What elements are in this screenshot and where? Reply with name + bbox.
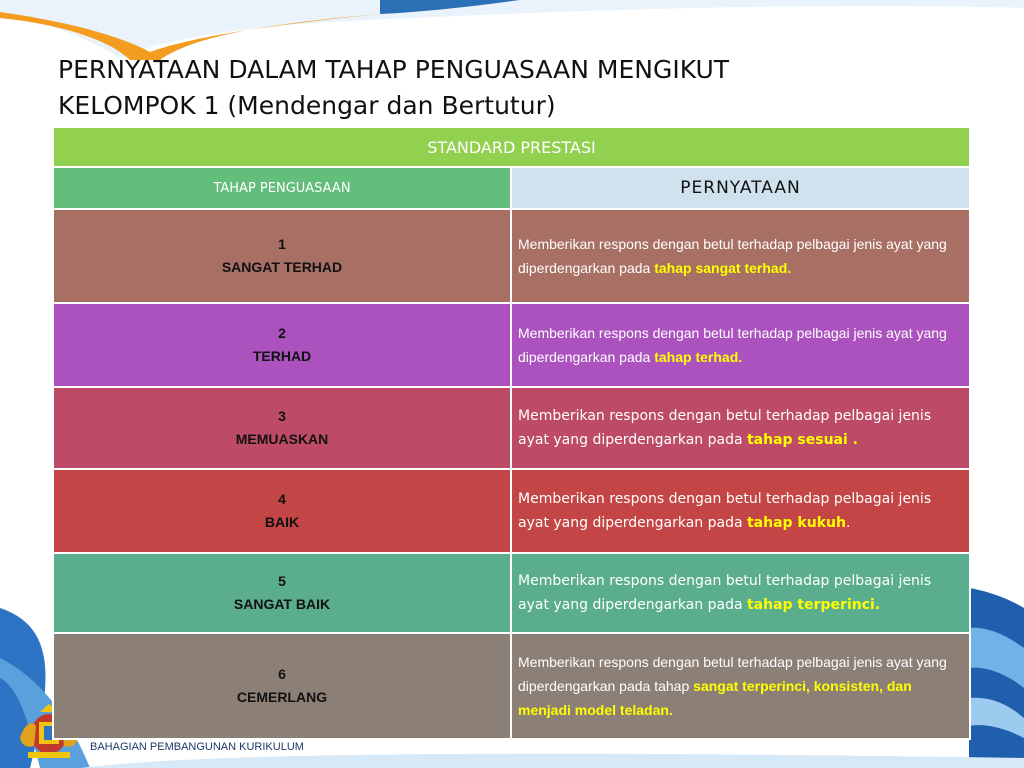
statement-highlight: tahap terperinci. <box>746 597 881 613</box>
level-cell <box>53 469 511 553</box>
statement-cell <box>511 633 970 739</box>
statement-cell <box>511 469 970 553</box>
standard-prestasi-header: STANDARD PRESTASI <box>53 127 970 167</box>
level-number: 2 <box>278 325 286 341</box>
top-swoosh-decoration <box>0 0 1024 60</box>
level-name: CEMERLANG <box>236 689 328 705</box>
statement-text: Memberikan respons dengan betul terhadap pelbagai jenis ayat yang diperdengarkan pada <box>518 325 947 365</box>
level-number: 1 <box>278 236 286 252</box>
level-name: MEMUASKAN <box>235 431 329 447</box>
statement-text: Memberikan respons dengan betul terhadap pelbagai jenis ayat yang diperdengarkan pada <box>518 491 932 531</box>
level-number: 3 <box>278 408 286 424</box>
level-name: BAIK <box>264 514 300 530</box>
title-line-1: PERNYATAAN DALAM TAHAP PENGUASAAN MENGIKUT <box>58 55 730 84</box>
statement-highlight: tahap sesuai . <box>746 432 858 448</box>
statement-cell <box>511 553 970 633</box>
statement-highlight: tahap kukuh <box>746 515 846 531</box>
level-cell <box>53 303 511 387</box>
statement-cell <box>511 387 970 469</box>
table-row <box>53 633 970 739</box>
level-name: SANGAT TERHAD <box>221 259 343 275</box>
statement-highlight: tahap sangat terhad. <box>654 260 792 276</box>
table-row <box>53 209 970 303</box>
statement-highlight: tahap terhad. <box>654 349 743 365</box>
table-body <box>53 209 970 739</box>
statement-text: Memberikan respons dengan betul terhadap pelbagai jenis ayat yang diperdengarkan pada <box>518 408 932 448</box>
footer-label: BAHAGIAN PEMBANGUNAN KURIKULUM <box>90 741 304 753</box>
statement-text: Memberikan respons dengan betul terhadap pelbagai jenis ayat yang diperdengarkan pada tahap <box>518 654 947 694</box>
table-row <box>53 387 970 469</box>
level-name: TERHAD <box>252 348 312 364</box>
statement-text: Memberikan respons dengan betul terhadap pelbagai jenis ayat yang diperdengarkan pada <box>518 236 947 276</box>
level-name: SANGAT BAIK <box>233 596 331 612</box>
statement-cell <box>511 303 970 387</box>
slide-title <box>58 52 958 124</box>
level-cell <box>53 553 511 633</box>
standard-prestasi-table <box>52 126 971 740</box>
level-cell <box>53 633 511 739</box>
level-number: 4 <box>278 491 286 507</box>
level-cell <box>53 209 511 303</box>
level-number: 5 <box>278 573 286 589</box>
statement-cell <box>511 209 970 303</box>
table-row <box>53 553 970 633</box>
pernyataan-column-header: PERNYATAAN <box>511 167 970 209</box>
table-row <box>53 303 970 387</box>
level-number: 6 <box>278 666 286 682</box>
statement-highlight: sangat terperinci, konsisten, dan menjadi model teladan. <box>518 678 912 718</box>
table-row <box>53 469 970 553</box>
tahap-penguasaan-column-header: TAHAP PENGUASAAN <box>53 167 511 209</box>
level-cell <box>53 387 511 469</box>
title-line-2: KELOMPOK 1 (Mendengar dan Bertutur) <box>58 91 556 120</box>
statement-tail: . <box>845 515 851 531</box>
statement-text: Memberikan respons dengan betul terhadap pelbagai jenis ayat yang diperdengarkan pada <box>518 573 932 613</box>
